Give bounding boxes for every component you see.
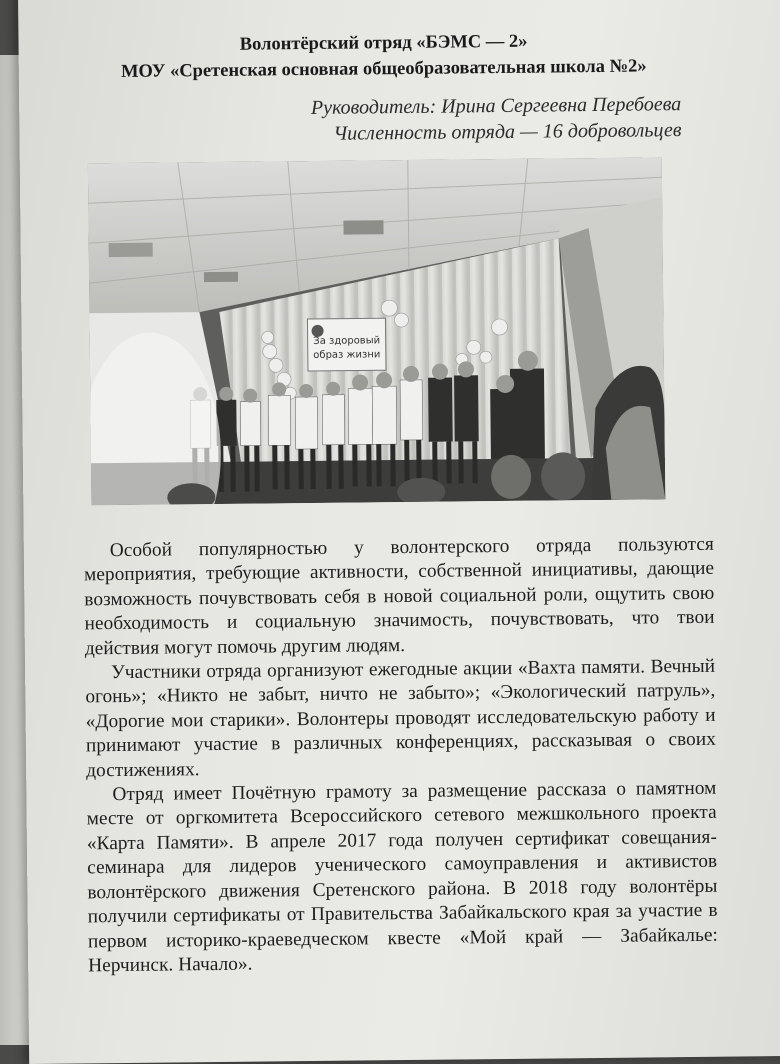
leader-name: Руководитель: Ирина Сергеевна Перебоева — [311, 91, 682, 121]
banner — [307, 318, 386, 371]
paragraph: Отряд имеет Почётную грамоту за размещение рассказа о памятном месте от оргкомитета Всероссийского сетевого межшкольного проекта «Карта Памяти». В апреле 2017 года получен сертификат совещания-семинара для лидеров ученического самоуправления и активистов волонтёрского движения Сретенского района. В 2018 году волонтёры получили сертификаты от Правительства Забайкальского края за участие в первом историко-краеведческом квесте «Мой край — Забайкалье: Нерчинск. Начало». — [86, 777, 718, 979]
book-page — [18, 0, 780, 1064]
body-text — [84, 533, 719, 979]
banner-line1: За здоровый — [313, 335, 380, 347]
leader-info — [311, 91, 682, 147]
squad-size: Численность отряда — 16 добровольцев — [311, 117, 682, 147]
page-header — [78, 27, 689, 85]
school-name: МОУ «Сретенская основная общеобразовательная школа №2» — [79, 53, 689, 85]
banner-line2: образ жизни — [313, 349, 380, 361]
paragraph: Участники отряда организуют ежегодные акции «Вахта памяти. Вечный огонь»; «Никто не забыт, ничто не забыто»; «Экологический патруль», «Дорогие мои старики». Волонтеры проводят исследовательскую работу и принимают участие в различных конференциях, рассказывая о своих достижениях. — [85, 655, 716, 784]
paragraph: Особой популярностью у волонтерского отряда пользуются мероприятия, требующие активности, собственной инициативы, дающие возможность почувствовать себя в новой социальной роли, ощутить свою необходимость и социальную значимость, почувствовать, что твои действия могут помочь другим людям. — [84, 533, 715, 662]
squad-title: Волонтёрский отряд «БЭМС — 2» — [78, 27, 688, 59]
stage-photo — [88, 157, 666, 505]
stage-photo-illustration — [88, 157, 666, 505]
